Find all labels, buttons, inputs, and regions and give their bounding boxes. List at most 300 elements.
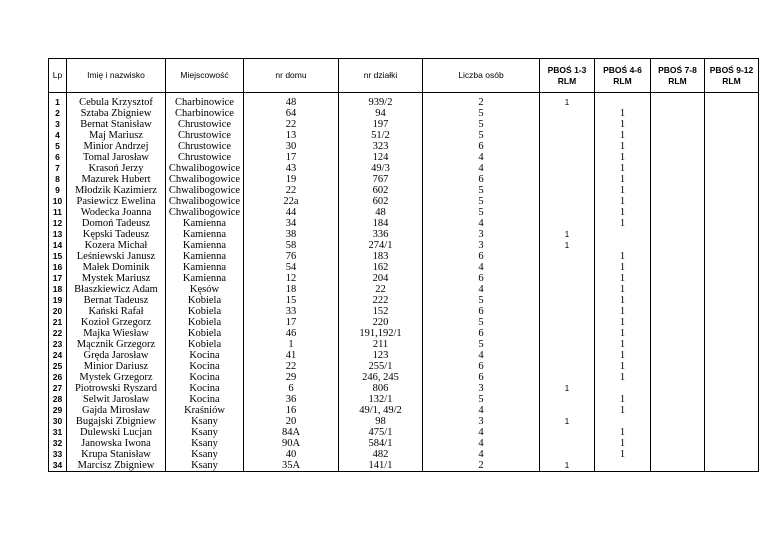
table-row [49,449,759,460]
pbos-4-6-mark: 1 [595,350,651,361]
person-count: 6 [423,372,540,383]
row-number: 9 [49,185,67,196]
person-count: 6 [423,174,540,185]
pbos-1-3-mark [540,119,595,130]
locality: Kęsów [166,284,244,295]
pbos-1-3-mark [540,163,595,174]
house-number: 6 [244,383,339,394]
locality: Chrustowice [166,152,244,163]
table-row [49,262,759,273]
person-count: 6 [423,328,540,339]
plot-number: 204 [339,273,423,284]
pbos-4-6-mark: 1 [595,141,651,152]
pbos-4-6-mark: 1 [595,372,651,383]
resident-name: Sztaba Zbigniew [67,108,166,119]
house-number: 17 [244,317,339,328]
plot-number: 132/1 [339,394,423,405]
house-number: 1 [244,339,339,350]
row-number: 23 [49,339,67,350]
resident-name: Cebula Krzysztof [67,97,166,108]
row-number: 5 [49,141,67,152]
table-row [49,438,759,449]
locality: Kobiela [166,328,244,339]
pbos-4-6-mark [595,460,651,472]
locality: Chwalibogowice [166,174,244,185]
pbos-9-12-mark [705,372,759,383]
pbos-7-8-mark [651,108,705,119]
pbos-7-8-mark [651,152,705,163]
plot-number: 98 [339,416,423,427]
person-count: 5 [423,207,540,218]
table-row [49,350,759,361]
locality: Kobiela [166,306,244,317]
pbos-4-6-mark: 1 [595,339,651,350]
person-count: 6 [423,251,540,262]
plot-number: 211 [339,339,423,350]
row-number: 24 [49,350,67,361]
plot-number: 482 [339,449,423,460]
pbos-9-12-mark [705,394,759,405]
pbos-1-3-mark [540,218,595,229]
pbos-1-3-mark [540,394,595,405]
table-row [49,383,759,394]
plot-number: 22 [339,284,423,295]
locality: Kamienna [166,273,244,284]
plot-number: 806 [339,383,423,394]
table-row [49,273,759,284]
person-count: 6 [423,273,540,284]
table-row [49,372,759,383]
pbos-4-6-mark: 1 [595,284,651,295]
plot-number: 274/1 [339,240,423,251]
row-number: 29 [49,405,67,416]
plot-number: 939/2 [339,97,423,108]
house-number: 44 [244,207,339,218]
pbos-1-3-mark [540,372,595,383]
house-number: 12 [244,273,339,284]
person-count: 6 [423,306,540,317]
pbos-1-3-mark [540,361,595,372]
pbos-1-3-mark: 1 [540,97,595,108]
row-number: 16 [49,262,67,273]
row-number: 15 [49,251,67,262]
row-number: 21 [49,317,67,328]
resident-name: Błaszkiewicz Adam [67,284,166,295]
pbos-4-6-mark: 1 [595,251,651,262]
pbos-1-3-mark [540,405,595,416]
house-number: 54 [244,262,339,273]
pbos-7-8-mark [651,383,705,394]
pbos-1-3-mark [540,295,595,306]
pbos-4-6-mark: 1 [595,306,651,317]
pbos-7-8-mark [651,218,705,229]
locality: Kocina [166,350,244,361]
table-row [49,141,759,152]
pbos-7-8-mark [651,119,705,130]
row-number: 32 [49,438,67,449]
resident-name: Bugajski Zbigniew [67,416,166,427]
house-number: 18 [244,284,339,295]
pbos-4-6-mark [595,416,651,427]
pbos-9-12-mark [705,119,759,130]
plot-number: 141/1 [339,460,423,472]
resident-name: Krupa Stanisław [67,449,166,460]
person-count: 6 [423,141,540,152]
header-row [49,59,759,93]
pbos-7-8-mark [651,449,705,460]
pbos-7-8-mark [651,130,705,141]
person-count: 3 [423,240,540,251]
table-row [49,119,759,130]
pbos-1-3-mark [540,438,595,449]
house-number: 16 [244,405,339,416]
pbos-7-8-mark [651,240,705,251]
pbos-1-3-mark: 1 [540,460,595,472]
pbos-4-6-mark: 1 [595,405,651,416]
plot-number: 51/2 [339,130,423,141]
person-count: 5 [423,394,540,405]
resident-name: Minior Dariusz [67,361,166,372]
pbos-4-6-mark: 1 [595,394,651,405]
person-count: 4 [423,449,540,460]
plot-number: 475/1 [339,427,423,438]
table-row [49,240,759,251]
house-number: 90A [244,438,339,449]
person-count: 3 [423,229,540,240]
person-count: 3 [423,416,540,427]
locality: Ksany [166,427,244,438]
plot-number: 222 [339,295,423,306]
pbos-9-12-mark [705,449,759,460]
pbos-9-12-mark [705,251,759,262]
table-row [49,185,759,196]
locality: Chrustowice [166,130,244,141]
pbos-9-12-mark [705,174,759,185]
house-number: 22 [244,185,339,196]
pbos-9-12-mark [705,130,759,141]
pbos-9-12-mark [705,152,759,163]
pbos-4-6-mark [595,229,651,240]
resident-name: Młodzik Kazimierz [67,185,166,196]
pbos-7-8-mark [651,328,705,339]
pbos-9-12-mark [705,317,759,328]
person-count: 4 [423,284,540,295]
resident-name: Piotrowski Ryszard [67,383,166,394]
pbos-4-6-mark: 1 [595,119,651,130]
header-pbos-4-6: PBOŚ 4-6 RLM [595,59,651,93]
pbos-4-6-mark [595,97,651,108]
pbos-7-8-mark [651,306,705,317]
pbos-7-8-mark [651,262,705,273]
house-number: 22 [244,119,339,130]
person-count: 3 [423,383,540,394]
house-number: 22 [244,361,339,372]
pbos-7-8-mark [651,97,705,108]
person-count: 5 [423,339,540,350]
pbos-4-6-mark: 1 [595,163,651,174]
house-number: 22a [244,196,339,207]
resident-name: Domoń Tadeusz [67,218,166,229]
locality: Ksany [166,460,244,472]
locality: Kocina [166,383,244,394]
pbos-9-12-mark [705,240,759,251]
row-number: 11 [49,207,67,218]
house-number: 19 [244,174,339,185]
pbos-1-3-mark [540,449,595,460]
pbos-1-3-mark [540,328,595,339]
pbos-1-3-mark [540,350,595,361]
pbos-4-6-mark: 1 [595,218,651,229]
row-number: 14 [49,240,67,251]
pbos-9-12-mark [705,163,759,174]
pbos-4-6-mark: 1 [595,207,651,218]
pbos-1-3-mark: 1 [540,416,595,427]
resident-name: Bernat Stanisław [67,119,166,130]
resident-name: Kański Rafał [67,306,166,317]
resident-name: Selwit Jarosław [67,394,166,405]
table-row [49,416,759,427]
pbos-4-6-mark: 1 [595,328,651,339]
pbos-9-12-mark [705,438,759,449]
resident-name: Kozera Michał [67,240,166,251]
resident-name: Marcisz Zbigniew [67,460,166,472]
plot-number: 49/1, 49/2 [339,405,423,416]
pbos-7-8-mark [651,427,705,438]
pbos-4-6-mark [595,383,651,394]
resident-name: Małek Dominik [67,262,166,273]
table-row [49,108,759,119]
person-count: 5 [423,317,540,328]
pbos-4-6-mark: 1 [595,273,651,284]
plot-number: 124 [339,152,423,163]
row-number: 31 [49,427,67,438]
row-number: 28 [49,394,67,405]
resident-name: Dulewski Lucjan [67,427,166,438]
house-number: 40 [244,449,339,460]
locality: Chwalibogowice [166,185,244,196]
row-number: 33 [49,449,67,460]
plot-number: 191,192/1 [339,328,423,339]
pbos-7-8-mark [651,438,705,449]
row-number: 19 [49,295,67,306]
row-number: 8 [49,174,67,185]
table-row [49,229,759,240]
locality: Ksany [166,416,244,427]
pbos-1-3-mark [540,152,595,163]
header-pbos-9-12: PBOŚ 9-12 RLM [705,59,759,93]
pbos-7-8-mark [651,141,705,152]
person-count: 5 [423,108,540,119]
resident-name: Tomal Jarosław [67,152,166,163]
residents-table [48,58,759,472]
header-lp: Lp [49,59,67,93]
table-row [49,405,759,416]
pbos-7-8-mark [651,460,705,472]
person-count: 5 [423,119,540,130]
plot-number: 123 [339,350,423,361]
row-number: 17 [49,273,67,284]
locality: Chwalibogowice [166,207,244,218]
house-number: 30 [244,141,339,152]
table-row [49,295,759,306]
table-row [49,306,759,317]
resident-name: Gręda Jarosław [67,350,166,361]
plot-number: 197 [339,119,423,130]
resident-name: Mystek Mariusz [67,273,166,284]
pbos-1-3-mark: 1 [540,240,595,251]
pbos-7-8-mark [651,207,705,218]
plot-number: 767 [339,174,423,185]
table-row [49,163,759,174]
pbos-7-8-mark [651,284,705,295]
locality: Chwalibogowice [166,163,244,174]
plot-number: 94 [339,108,423,119]
house-number: 48 [244,97,339,108]
row-number: 22 [49,328,67,339]
header-plot: nr działki [339,59,423,93]
locality: Kamienna [166,251,244,262]
plot-number: 602 [339,196,423,207]
table-row [49,317,759,328]
person-count: 4 [423,427,540,438]
locality: Kraśniów [166,405,244,416]
header-pbos-1-3: PBOŚ 1-3 RLM [540,59,595,93]
house-number: 43 [244,163,339,174]
pbos-1-3-mark [540,108,595,119]
locality: Chrustowice [166,141,244,152]
table-row [49,218,759,229]
row-number: 3 [49,119,67,130]
table-row [49,251,759,262]
table-row [49,394,759,405]
pbos-1-3-mark [540,251,595,262]
plot-number: 336 [339,229,423,240]
pbos-1-3-mark [540,317,595,328]
locality: Kamienna [166,218,244,229]
pbos-9-12-mark [705,262,759,273]
person-count: 4 [423,405,540,416]
house-number: 20 [244,416,339,427]
row-number: 7 [49,163,67,174]
person-count: 4 [423,350,540,361]
house-number: 64 [244,108,339,119]
pbos-7-8-mark [651,361,705,372]
plot-number: 246, 245 [339,372,423,383]
table-row [49,174,759,185]
person-count: 4 [423,262,540,273]
resident-name: Maj Mariusz [67,130,166,141]
pbos-9-12-mark [705,460,759,472]
pbos-7-8-mark [651,163,705,174]
pbos-4-6-mark: 1 [595,449,651,460]
plot-number: 48 [339,207,423,218]
pbos-9-12-mark [705,306,759,317]
person-count: 2 [423,97,540,108]
pbos-4-6-mark: 1 [595,130,651,141]
house-number: 17 [244,152,339,163]
pbos-9-12-mark [705,427,759,438]
plot-number: 183 [339,251,423,262]
pbos-7-8-mark [651,339,705,350]
house-number: 46 [244,328,339,339]
person-count: 4 [423,218,540,229]
pbos-4-6-mark: 1 [595,295,651,306]
pbos-1-3-mark: 1 [540,383,595,394]
plot-number: 184 [339,218,423,229]
person-count: 6 [423,361,540,372]
pbos-7-8-mark [651,174,705,185]
pbos-1-3-mark [540,262,595,273]
table-row [49,97,759,108]
table-row [49,460,759,472]
pbos-7-8-mark [651,350,705,361]
resident-name: Wodecka Joanna [67,207,166,218]
locality: Kocina [166,361,244,372]
pbos-9-12-mark [705,383,759,394]
pbos-4-6-mark: 1 [595,438,651,449]
pbos-1-3-mark [540,130,595,141]
table-row [49,130,759,141]
header-place: Miejscowość [166,59,244,93]
row-number: 26 [49,372,67,383]
resident-name: Minior Andrzej [67,141,166,152]
pbos-7-8-mark [651,405,705,416]
table-row [49,328,759,339]
person-count: 5 [423,196,540,207]
locality: Kobiela [166,317,244,328]
person-count: 5 [423,185,540,196]
pbos-9-12-mark [705,284,759,295]
table-row [49,152,759,163]
row-number: 13 [49,229,67,240]
house-number: 76 [244,251,339,262]
pbos-4-6-mark: 1 [595,361,651,372]
pbos-7-8-mark [651,196,705,207]
row-number: 6 [49,152,67,163]
row-number: 27 [49,383,67,394]
table-row [49,427,759,438]
house-number: 38 [244,229,339,240]
row-number: 34 [49,460,67,472]
header-pbos-7-8: PBOŚ 7-8 RLM [651,59,705,93]
house-number: 84A [244,427,339,438]
table-row [49,196,759,207]
person-count: 5 [423,130,540,141]
resident-name: Majka Wiesław [67,328,166,339]
resident-name: Pasiewicz Ewelina [67,196,166,207]
locality: Ksany [166,438,244,449]
pbos-7-8-mark [651,317,705,328]
resident-name: Mystek Grzegorz [67,372,166,383]
pbos-4-6-mark: 1 [595,152,651,163]
pbos-9-12-mark [705,108,759,119]
row-number: 2 [49,108,67,119]
pbos-7-8-mark [651,416,705,427]
pbos-4-6-mark: 1 [595,317,651,328]
pbos-1-3-mark [540,174,595,185]
pbos-9-12-mark [705,141,759,152]
resident-name: Krasoń Jerzy [67,163,166,174]
plot-number: 152 [339,306,423,317]
house-number: 33 [244,306,339,317]
resident-name: Janowska Iwona [67,438,166,449]
pbos-9-12-mark [705,350,759,361]
pbos-1-3-mark [540,306,595,317]
pbos-7-8-mark [651,394,705,405]
pbos-1-3-mark [540,196,595,207]
house-number: 15 [244,295,339,306]
resident-name: Gajda Mirosław [67,405,166,416]
